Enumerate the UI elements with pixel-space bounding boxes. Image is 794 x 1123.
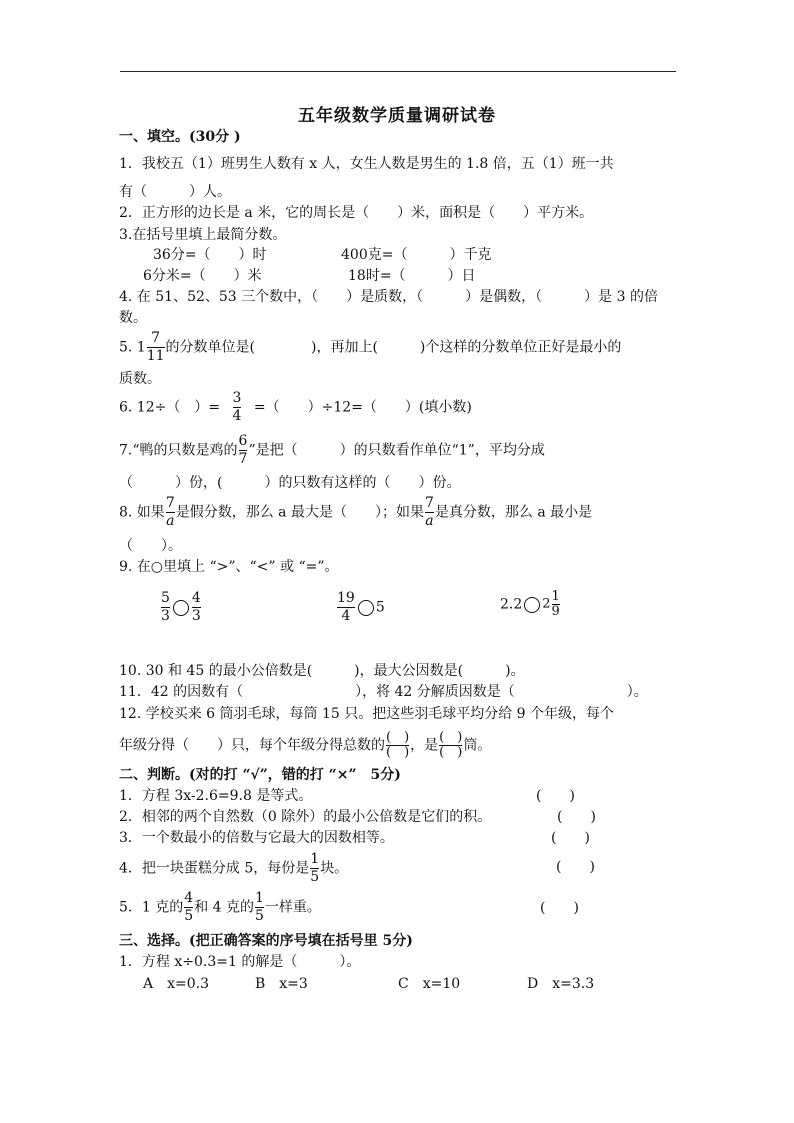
compare-item-3: 2.2 2 $\frac{1}{9}$ [500,589,560,619]
question-3: 3.在括号里填上最简分数。 [119,227,287,243]
question-10: 10. 30 和 45 的最小公倍数是( )，最大公因数是( )。 [119,663,525,679]
compare-circle[interactable] [524,597,540,613]
question-8-line-2: （ ）。 [119,538,182,554]
judge-3: 3．一个数最小的倍数与它最大的因数相等。 [119,830,394,846]
question-1-line-1: 1．我校五（1）班男生人数有 x 人，女生人数是男生的 1.8 倍，五（1）班一共 [119,156,614,172]
question-11: 11．42 的因数有（ ），将 42 分解质因数是（ ）。 [119,684,648,700]
judge-5-answer: ( ) [540,900,579,916]
question-4-line-1: 4. 在 51、52、53 三个数中，（ ）是质数，（ ）是偶数，（ ）是 3 的倍 [119,289,658,305]
fraction: $\frac{6}{7}$ [238,433,248,467]
compare-circle[interactable] [173,600,189,616]
judge-5: 5．1 克的 $\frac{4}{5}$ 和 4 克的 $\frac{1}{5}$ 一样重。 [119,890,321,924]
fraction: $\frac{4}{5}$ [184,890,194,924]
fraction: $\frac{1}{9}$ [551,589,560,619]
section-judge-heading: 二、判断。(对的打 “√”，错的打 “×” 5分) [119,767,401,783]
fraction: $\frac{4}{3}$ [191,590,201,624]
fraction: $\frac{19}{4}$ [337,590,355,624]
choice-1: 1．方程 x÷0.3=1 的解是（ ）。 [119,954,361,970]
judge-4-answer: ( ) [556,859,595,875]
judge-2: 2．相邻的两个自然数（0 除外）的最小公倍数是它们的积。 [119,809,492,825]
fraction-blank: $\frac{( )}{( )}$ [386,730,410,760]
fraction: $\frac{5}{3}$ [161,590,170,624]
question-12-line-1: 12. 学校买来 6 筒羽毛球，每筒 15 只。把这些羽毛球平均分给 9 个年级，每个 [119,706,615,722]
question-2: 2．正方形的边长是 a 米，它的周长是（ ）米，面积是（ ）平方米。 [119,205,594,221]
choice-1-option-b: B x=3 [255,976,308,992]
fraction-blank: $\frac{( )}{( )}$ [439,730,463,760]
question-6: 6. 12÷（ ）= $\frac{3}{4}$ =（ ）÷12=（ ）(填小数) [119,390,472,424]
fraction: $\frac{3}{4}$ [232,390,242,424]
fraction: $\frac{1}{5}$ [255,890,264,924]
question-3-item-a: 36分=（ ）时 [153,247,267,263]
fraction: $\frac{7}{a}$ [424,495,434,529]
question-7: 7.“鸭的只数是鸡的 $\frac{6}{7}$ ”是把（ ）的只数看作单位“1”，平均分成 [119,433,545,467]
compare-circle[interactable] [358,600,374,616]
question-5-line-2: 质数。 [119,371,161,387]
choice-1-option-d: D x=3.3 [527,976,595,992]
section-choice-heading: 三、选择。(把正确答案的序号填在括号里 5分) [119,933,413,949]
compare-item-2: $\frac{19}{4}$ 5 [337,590,385,624]
judge-1: 1．方程 3x-2.6=9.8 是等式。 [119,788,313,804]
question-9: 9. 在○里填上 “>”、“<” 或 “=”。 [119,559,339,575]
judge-4: 4．把一块蛋糕分成 5，每份是 $\frac{1}{5}$ 块。 [119,851,349,885]
question-8: 8. 如果 $\frac{7}{a}$ 是假分数，那么 a 最大是（ ）；如果 $\frac{7}{a}$ 是真分数，那么 a 最小是 [119,495,593,529]
judge-1-answer: ( ) [536,788,575,804]
question-3-item-c: 6分米=（ ）米 [143,268,262,284]
question-3-item-d: 18时=（ ）日 [348,268,476,284]
question-4-line-2: 数。 [119,310,147,326]
judge-2-answer: ( ) [557,809,596,825]
fraction: $\frac{7}{a}$ [165,495,175,529]
page-title: 五年级数学质量调研试卷 [298,106,496,126]
choice-1-option-c: C x=10 [398,976,461,992]
compare-item-1 [160,590,202,625]
question-5: 5. 1 $\frac{7}{11}$ 的分数单位是( )，再加上( )个这样的分数单位正好是最小的 [119,330,622,364]
fraction: $\frac{7}{11}$ [146,330,165,364]
question-7-line-2: （ ）份，( ）的只数有这样的（ ）份。 [119,475,461,491]
section-fill-in-heading: 一、填空。(30分 ) [119,129,241,145]
question-12-line-2: 年级分得（ ）只，每个年级分得总数的 $\frac{( )}{( )}$ ，是 $\frac{( )}{( )}$ 筒。 [119,730,492,760]
judge-3-answer: ( ) [551,830,590,846]
question-1-line-2: 有（ ）人。 [119,184,231,200]
fraction: $\frac{1}{5}$ [310,851,320,885]
question-3-item-b: 400克=（ ）千克 [341,247,492,263]
header-rule [120,71,676,72]
choice-1-option-a: A x=0.3 [143,976,210,992]
